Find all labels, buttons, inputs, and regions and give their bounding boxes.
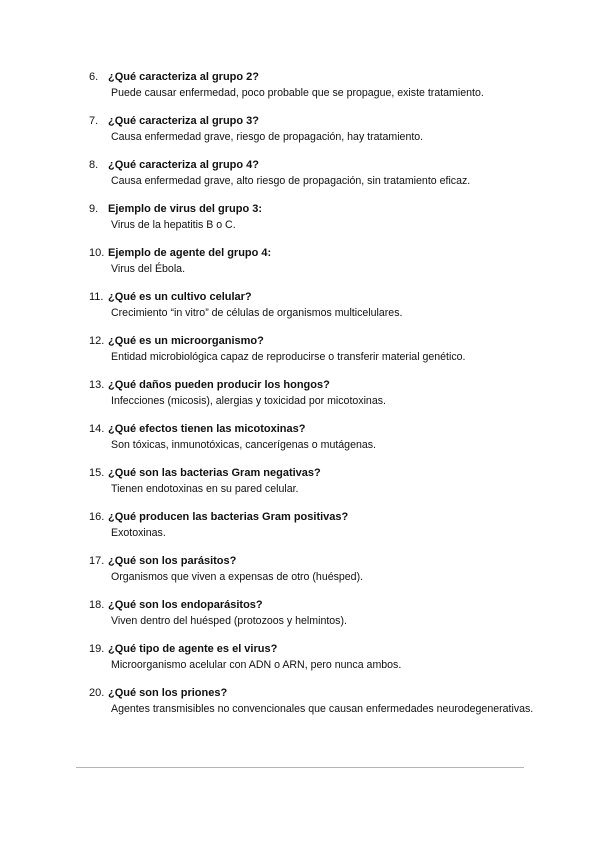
question [89,159,549,172]
answer-text: Causa enfermedad grave, alto riesgo de propagación, sin tratamiento eficaz. [111,175,471,187]
answer-text: Tienen endotoxinas en su pared celular. [111,483,299,495]
question-text: ¿Qué es un microorganismo? [108,335,264,347]
answer-text: Exotoxinas. [111,527,166,539]
answer-text: Agentes transmisibles no convencionales que causan enfermedades neurodegenerativas. [111,703,534,715]
list-item [89,423,549,467]
question-text: ¿Qué son los parásitos? [108,555,237,567]
question-text: ¿Qué caracteriza al grupo 3? [108,115,259,127]
question-number: 8. [89,159,99,171]
question-number: 18. [89,599,105,611]
question [89,203,549,216]
question-text: ¿Qué caracteriza al grupo 2? [108,71,259,83]
list-item [89,379,549,423]
question-text: ¿Qué es un cultivo celular? [108,291,252,303]
list-item [89,291,549,335]
question-text: ¿Qué producen las bacterias Gram positivas? [108,511,349,523]
answer-text: Infecciones (micosis), alergias y toxicidad por micotoxinas. [111,395,386,407]
question-number: 20. [89,687,105,699]
answer-text: Virus del Ébola. [111,263,186,275]
question-number: 10. [89,247,105,259]
question-number: 16. [89,511,105,523]
list-item [89,115,549,159]
answer-text: Virus de la hepatitis B o C. [111,219,236,231]
footer-divider [76,767,524,768]
question [89,247,549,260]
question-number: 14. [89,423,105,435]
answer-text: Microorganismo acelular con ADN o ARN, pero nunca ambos. [111,659,402,671]
list-item [89,335,549,379]
question-text: Ejemplo de agente del grupo 4: [108,247,272,259]
question-number: 17. [89,555,105,567]
answer-text: Organismos que viven a expensas de otro (huésped). [111,571,364,583]
question [89,687,549,700]
answer-text: Entidad microbiológica capaz de reproducirse o transferir material genético. [111,351,466,363]
question-text: ¿Qué daños pueden producir los hongos? [108,379,330,391]
question [89,555,549,568]
list-item [89,203,549,247]
question-text: ¿Qué son las bacterias Gram negativas? [108,467,321,479]
question-number: 6. [89,71,99,83]
answer-text: Viven dentro del huésped (protozoos y helmintos). [111,615,347,627]
question-number: 15. [89,467,105,479]
question-text: ¿Qué efectos tienen las micotoxinas? [108,423,306,435]
list-item [89,159,549,203]
question [89,423,549,436]
answer-text: Son tóxicas, inmunotóxicas, cancerígenas o mutágenas. [111,439,376,451]
question [89,643,549,656]
question-number: 7. [89,115,99,127]
question [89,379,549,392]
question-text: ¿Qué son los endoparásitos? [108,599,263,611]
list-item [89,247,549,291]
list-item [89,599,549,643]
list-item [89,687,549,747]
question [89,511,549,524]
question [89,291,549,304]
answer-text: Causa enfermedad grave, riesgo de propagación, hay tratamiento. [111,131,424,143]
question-number: 13. [89,379,105,391]
question-list [89,71,549,747]
question-text: Ejemplo de virus del grupo 3: [108,203,263,215]
question-text: ¿Qué caracteriza al grupo 4? [108,159,259,171]
question-text: ¿Qué son los priones? [108,687,228,699]
question [89,71,549,84]
question [89,115,549,128]
question [89,467,549,480]
question-number: 19. [89,643,105,655]
question-number: 12. [89,335,105,347]
question [89,599,549,612]
question-number: 9. [89,203,99,215]
answer-text: Crecimiento “in vitro” de células de organismos multicelulares. [111,307,403,319]
question [89,335,549,348]
list-item [89,467,549,511]
list-item [89,71,549,115]
list-item [89,511,549,555]
list-item [89,555,549,599]
question-number: 11. [89,291,104,303]
question-text: ¿Qué tipo de agente es el virus? [108,643,278,655]
answer-text: Puede causar enfermedad, poco probable que se propague, existe tratamiento. [111,87,484,99]
list-item [89,643,549,687]
